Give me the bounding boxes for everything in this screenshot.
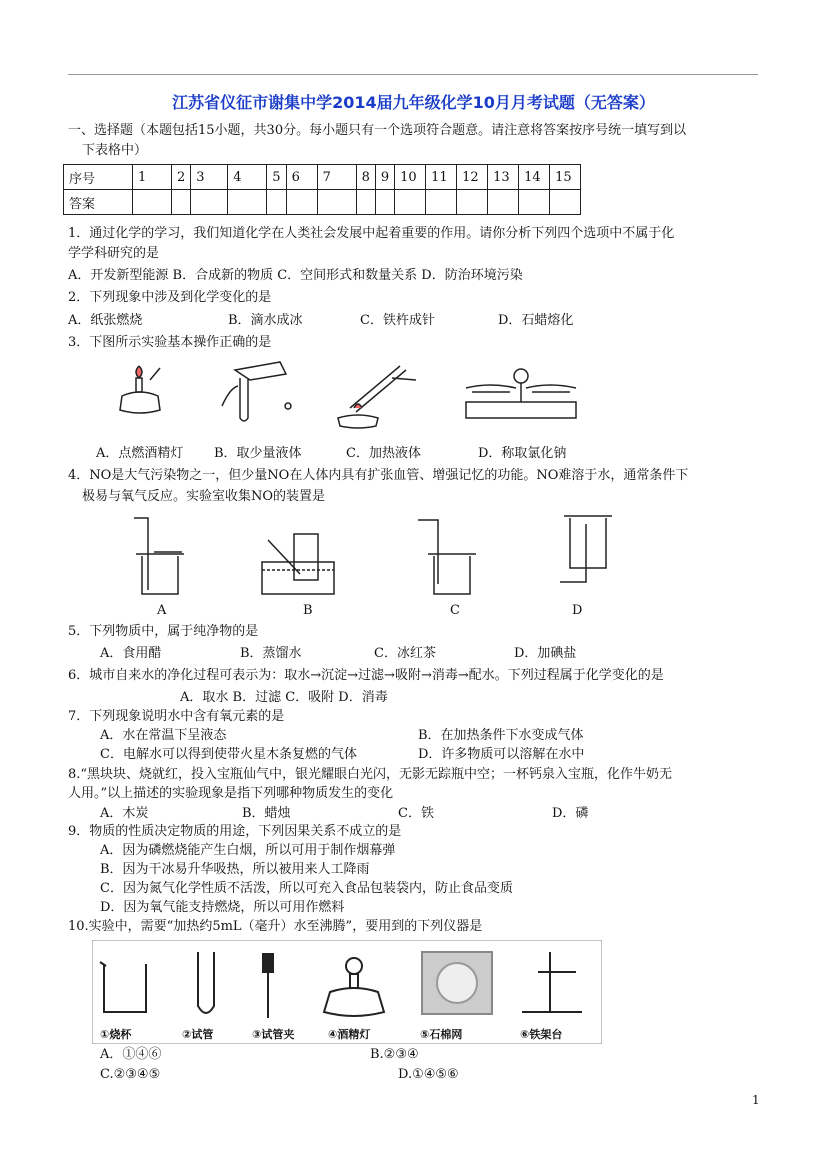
table-cell: 9 (375, 165, 394, 190)
instrument-label: ⑤石棉网 (420, 1028, 463, 1041)
q1-options: A．开发新型能源 B．合成新的物质 C．空间形式和数量关系 D．防治环境污染 (68, 268, 523, 283)
page-title: 江苏省仪征市谢集中学2014届九年级化学10月月考试题（无答案） (172, 93, 655, 112)
q7-option-a: A．水在常温下呈液态 (100, 728, 227, 743)
q4-label-c: C (450, 603, 460, 618)
test-tube-icon (240, 378, 248, 421)
q5-option-c: C．冰红茶 (374, 646, 436, 661)
table-cell: 4 (228, 165, 267, 190)
water-trough-icon (262, 562, 334, 594)
table-cell: 15 (550, 165, 581, 190)
table-cell: 10 (395, 165, 426, 190)
instrument-label: ⑥铁架台 (520, 1028, 563, 1041)
q4-stem-cont: 极易与氧气反应。实验室收集NO的装置是 (82, 489, 326, 504)
q4-stem: 4．NO是大气污染物之一，但少量NO在人体内具有扩张血管、增强记忆的功能。NO难溶于水，通常条件下 (68, 468, 689, 483)
q3-option-b: B．取少量液体 (214, 446, 302, 461)
table-cell: 7 (317, 165, 356, 190)
q2-option-d: D．石蜡熔化 (498, 313, 574, 328)
answer-table (63, 164, 581, 215)
table-row (64, 190, 581, 215)
q10-option-a: A．①④⑥ (100, 1047, 162, 1062)
q5-stem: 5．下列物质中，属于纯净物的是 (68, 624, 259, 639)
table-cell: 14 (519, 165, 550, 190)
table-cell: 13 (488, 165, 519, 190)
q3-option-a: A．点燃酒精灯 (96, 446, 184, 461)
q8-option-d: D．磷 (552, 806, 589, 821)
q9-option-b: B．因为干冰易升华吸热，所以被用来人工降雨 (100, 862, 370, 877)
q3-option-d: D．称取氯化钠 (478, 446, 567, 461)
q8-option-c: C．铁 (398, 806, 434, 821)
table-header-cell: 序号 (64, 165, 133, 190)
table-cell: 3 (191, 165, 228, 190)
q2-stem: 2．下列现象中涉及到化学变化的是 (68, 290, 272, 305)
instrument-label: ②试管 (182, 1028, 214, 1041)
q10-option-d: D.①④⑤⑥ (398, 1067, 459, 1082)
q3-stem: 3．下图所示实验基本操作正确的是 (68, 335, 272, 350)
q4-label-b: B (303, 603, 313, 618)
q8-stem-cont: 人用。”以上描述的实验现象是指下列哪种物质发生的变化 (68, 786, 394, 801)
q6-stem: 6．城市自来水的净化过程可表示为：取水→沉淀→过滤→吸附→消毒→配水。下列过程属于化学变化的是 (68, 668, 664, 683)
q9-option-c: C．因为氮气化学性质不活泼，所以可充入食品包装袋内，防止食品变质 (100, 881, 513, 896)
table-cell: 11 (426, 165, 457, 190)
q2-option-b: B．滴水成冰 (228, 313, 303, 328)
instrument-label: ①烧杯 (100, 1028, 132, 1041)
instrument-label: ④酒精灯 (328, 1028, 371, 1041)
q5-option-b: B．蒸馏水 (240, 646, 302, 661)
q9-option-d: D．因为氧气能支持燃烧，所以可用作燃料 (100, 900, 345, 915)
q10-figures (92, 940, 602, 1044)
balance-icon (466, 402, 576, 418)
q2-option-a: A．纸张燃烧 (68, 313, 143, 328)
q10-option-c: C.②③④⑤ (100, 1067, 161, 1082)
q7-option-d: D．许多物质可以溶解在水中 (418, 747, 585, 762)
table-cell: 5 (267, 165, 286, 190)
table-row (64, 165, 581, 190)
q9-option-a: A．因为磷燃烧能产生白烟，所以可用于制作烟幕弹 (100, 843, 396, 858)
q3-figures (110, 358, 590, 430)
instrument-label: ③试管夹 (252, 1028, 295, 1041)
table-cell: 8 (356, 165, 375, 190)
q10-stem: 10.实验中，需要“加热约5mL（毫升）水至沸腾”，要用到的下列仪器是 (68, 919, 483, 934)
section-instructions: 一、选择题（本题包括15小题，共30分。每小题只有一个选项符合题意。请注意将答案按序号统一填写到以 (68, 123, 687, 138)
table-cell: 12 (457, 165, 488, 190)
alcohol-lamp-icon (120, 392, 160, 413)
q8-stem: 8.“黑块块、烧就红，投入宝瓶仙气中，银光耀眼白光闪，无影无踪瓶中空；一杯钙泉入宝瓶，化作牛奶无 (68, 767, 673, 782)
q7-stem: 7．下列现象说明水中含有氧元素的是 (68, 709, 285, 724)
q2-option-c: C．铁杵成针 (360, 313, 435, 328)
q10-option-b: B.②③④ (370, 1047, 419, 1062)
q1-stem-cont: 学学科研究的是 (68, 246, 160, 261)
table-header-cell: 答案 (64, 190, 133, 215)
heating-tube-icon (350, 366, 400, 408)
q3-option-c: C．加热液体 (346, 446, 421, 461)
section-instructions-cont: 下表格中） (82, 143, 148, 158)
q8-option-a: A．木炭 (100, 806, 149, 821)
q5-option-a: A．食用醋 (100, 646, 162, 661)
q9-stem: 9．物质的性质决定物质的用途，下列因果关系不成立的是 (68, 824, 402, 839)
header-rule (68, 74, 758, 75)
table-cell: 6 (286, 165, 317, 190)
page-number: 1 (752, 1093, 760, 1107)
q4-label-d: D (572, 603, 583, 618)
q1-stem: 1．通过化学的学习，我们知道化学在人类社会发展中起着重要的作用。请你分析下列四个选项中不属于化 (68, 226, 675, 241)
q6-options: A．取水 B．过滤 C．吸附 D．消毒 (180, 690, 388, 705)
table-cell: 1 (133, 165, 172, 190)
q7-option-b: B．在加热条件下水变成气体 (418, 728, 584, 743)
q4-label-a: A (157, 603, 167, 618)
table-cell: 2 (172, 165, 191, 190)
q8-option-b: B．蜡烛 (242, 806, 291, 821)
q7-option-c: C．电解水可以得到使带火星木条复燃的气体 (100, 747, 357, 762)
q4-figures (118, 510, 628, 600)
q5-option-d: D．加碘盐 (514, 646, 577, 661)
